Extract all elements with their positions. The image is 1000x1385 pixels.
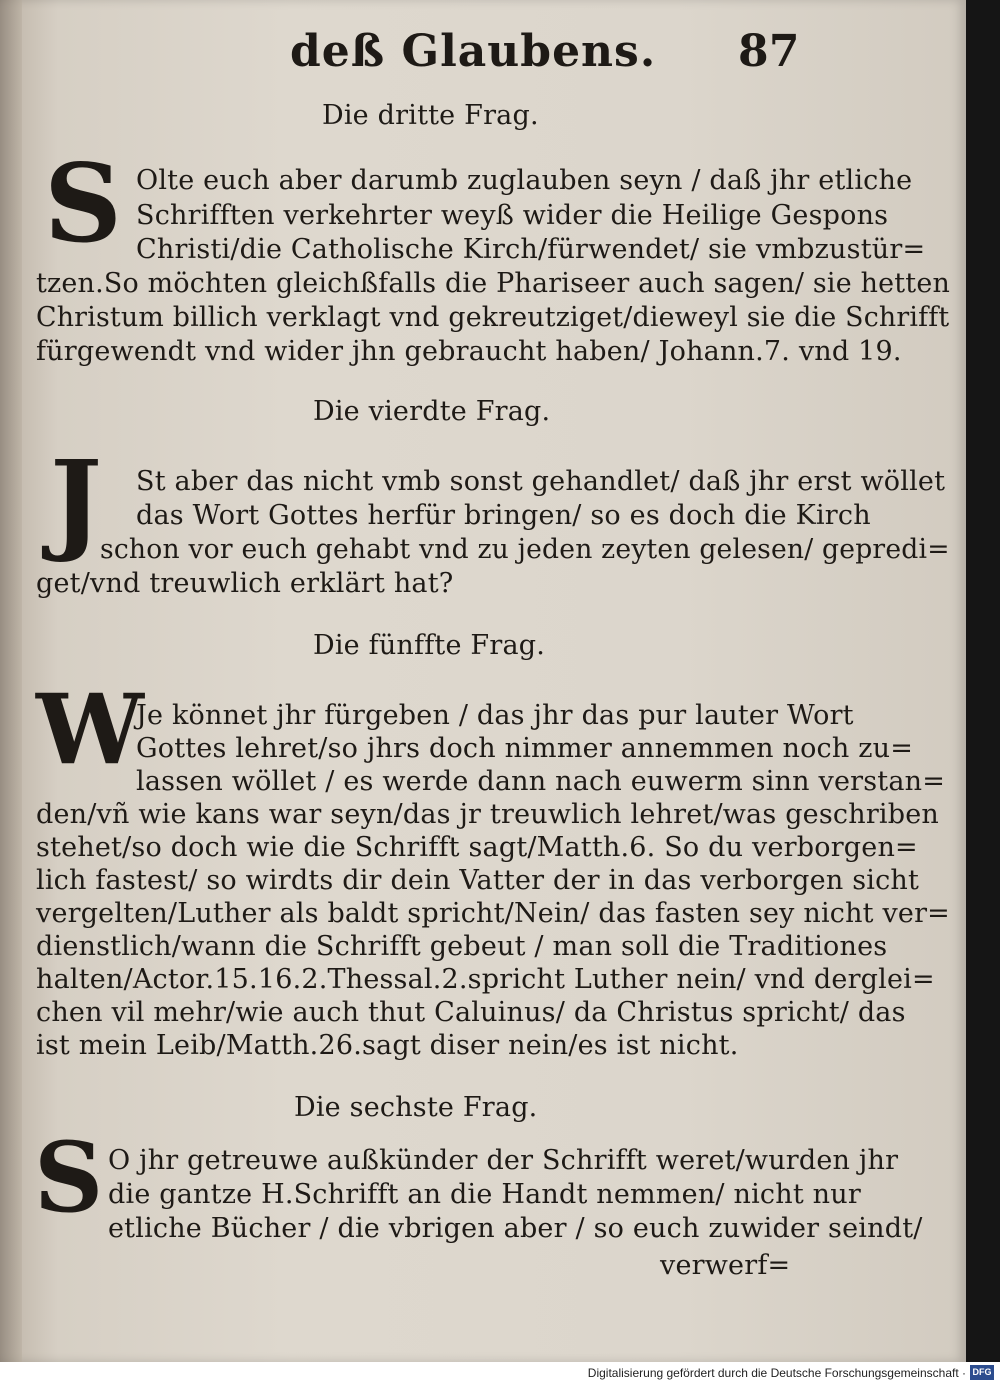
decorated-initial: S [34, 1121, 104, 1234]
text-line: die gantze H.Schrifft an die Handt nemmen/ nicht nur [108, 1179, 861, 1210]
text-line: halten/Actor.15.16.2.Thessal.2.spricht Luther nein/ vnd derglei= [36, 964, 935, 995]
text-line: stehet/so doch wie die Schrifft sagt/Matth.6. So du verborgen= [36, 832, 918, 863]
footer-bar [0, 1362, 1000, 1385]
text-line: lich fastest/ so wirdts dir dein Vatter der in das verborgen sicht [36, 865, 920, 896]
page-number: 87 [738, 26, 800, 77]
text-line: chen vil mehr/wie auch thut Caluinus/ da Christus spricht/ das [36, 997, 906, 1028]
text-line: fürgewendt vnd wider jhn gebraucht haben/ Johann.7. vnd 19. [36, 336, 902, 367]
text-line: schon vor euch gehabt vnd zu jeden zeyten gelesen/ gepredi= [100, 534, 950, 565]
text-line: Christum billich verklagt vnd gekreutziget/dieweyl sie die Schrifft [36, 302, 950, 333]
text-line: Schrifften verkehrter weyß wider die Heilige Gespons [136, 200, 889, 231]
section-heading: Die sechste Frag. [294, 1092, 538, 1123]
text-line: Gottes lehret/so jhrs doch nimmer annemmen noch zu= [136, 733, 914, 764]
running-title: deß Glaubens. [290, 26, 657, 77]
dfg-logo: DFG [970, 1365, 994, 1380]
section-heading: Die dritte Frag. [322, 100, 539, 131]
decorated-initial: S [44, 141, 122, 267]
text-line: das Wort Gottes herfür bringen/ so es doch die Kirch [136, 500, 871, 531]
text-line: Olte euch aber darumb zuglauben seyn / daß jhr etliche [136, 165, 913, 196]
section-heading: Die vierdte Frag. [313, 396, 551, 427]
text-line: lassen wöllet / es werde dann nach euwerm sinn verstan= [136, 766, 946, 797]
text-line: dienstlich/wann die Schrifft gebeut / man soll die Traditiones [36, 931, 888, 962]
decorated-initial: W [36, 673, 144, 786]
text-line: Christi/die Catholische Kirch/fürwendet/ sie vmbzustür= [136, 234, 926, 265]
funding-credit: Digitalisierung gefördert durch die Deutsche Forschungsgemeinschaft · [587, 1366, 966, 1380]
text-line: Je könnet jhr fürgeben / das jhr das pur lauter Wort [136, 700, 854, 731]
page-gutter [0, 0, 22, 1362]
text-line: ist mein Leib/Matth.26.sagt diser nein/es ist nicht. [36, 1030, 739, 1061]
decorated-initial: J [50, 436, 103, 565]
catchword: verwerf= [660, 1250, 791, 1281]
text-line: St aber das nicht vmb sonst gehandlet/ daß jhr erst wöllet [136, 466, 946, 497]
text-line: get/vnd treuwlich erklärt hat? [36, 568, 454, 599]
text-line: tzen.So möchten gleichßfalls die Phariseer auch sagen/ sie hetten [36, 268, 950, 299]
text-line: etliche Bücher / die vbrigen aber / so euch zuwider seindt/ [108, 1213, 923, 1244]
section-heading: Die fünffte Frag. [313, 630, 546, 661]
text-line: O jhr getreuwe außkünder der Schrifft weret/wurden jhr [108, 1145, 899, 1176]
text-line: den/vñ wie kans war seyn/das jr treuwlich lehret/was geschriben [36, 799, 940, 830]
text-line: vergelten/Luther als baldt spricht/Nein/ das fasten sey nicht ver= [36, 898, 950, 929]
